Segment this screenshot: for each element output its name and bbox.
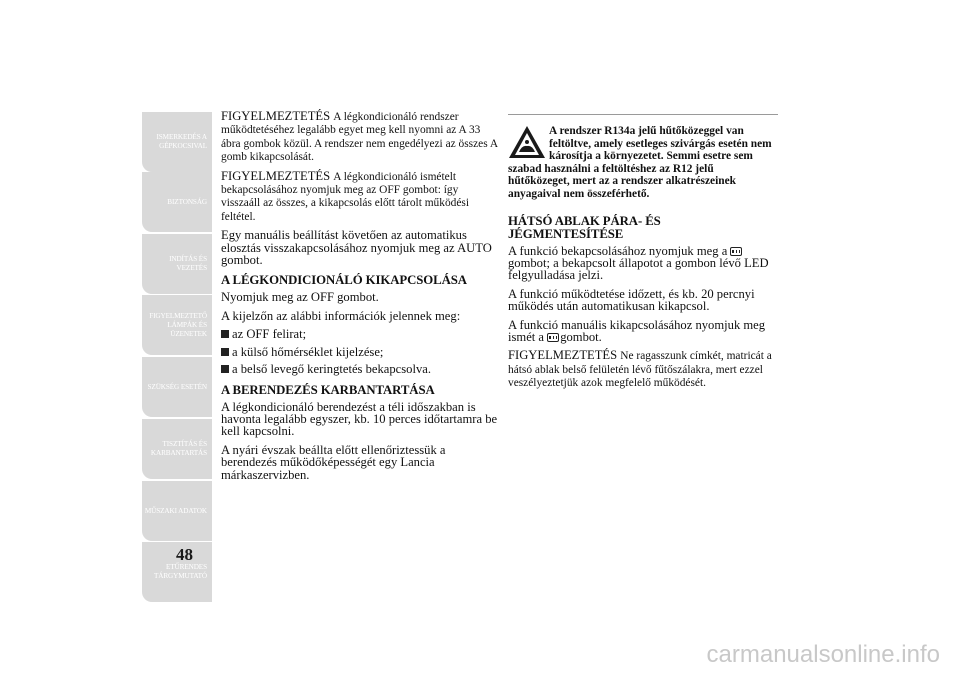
- divider: [508, 114, 778, 115]
- page-number: 48: [176, 545, 193, 564]
- warning-text: A légkondicionáló rendszer működtetéséhez legalább egyet meg kell nyomni az A 33 ábra gombok közül. A rendszer nem engedélyezi az összes A gomb kikapcsolását.: [221, 111, 498, 164]
- tab-label: INDÍTÁS ÉS VEZETÉS: [169, 255, 207, 272]
- warning-paragraph: [221, 110, 498, 164]
- bullet-icon: [221, 365, 229, 373]
- tab-label: ETŰRENDES TÁRGYMUTATÓ: [153, 563, 207, 580]
- environment-warning: A rendszer R134a jelű hűtőközeggel van feltöltve, amely esetleges szivárgás esetén nem károsítja a környezetet. Semmi esetre sem szabad használni a feltöltéshez az R12 jelű hűtőközeget, mert az a rendszer alkatrészeinek anyagaival nem összeférhető.: [508, 125, 772, 200]
- rear-defrost-icon: [547, 333, 559, 342]
- tab-inditas[interactable]: [142, 234, 212, 294]
- warning-label: FIGYELMEZTETÉS: [221, 168, 331, 183]
- paragraph: A funkció manuális kikapcsolásához nyomjuk meg ismét a gombot.: [508, 317, 766, 344]
- warning-label: FIGYELMEZTETÉS: [221, 109, 331, 123]
- rear-defrost-icon: [730, 247, 742, 256]
- tab-label: SZÜKSÉG ESETÉN: [147, 382, 207, 391]
- tab-label: TISZTÍTÁS ÉS KARBANTARTÁS: [150, 440, 207, 457]
- tab-muszaki[interactable]: [142, 481, 212, 541]
- tab-label: ISMERKEDÉS A GÉPKOCSIVAL: [156, 133, 207, 150]
- paragraph: A légkondicionáló berendezést a téli időszakban is havonta legalább egyszer, kb. 10 perces időtartamra be kell kapcsolni.: [221, 399, 498, 439]
- bullet-icon: [221, 330, 229, 338]
- paragraph: A funkció működtetése időzett, és kb. 20 percnyi működés után automatikusan kikapcsol.: [508, 286, 755, 314]
- section-heading: A BERENDEZÉS KARBANTARTÁSA: [221, 382, 435, 397]
- list-item: a belső levegő keringtetés bekapcsolva.: [221, 363, 498, 375]
- tab-figyelmezteto[interactable]: [142, 295, 212, 355]
- list-item: az OFF felirat;: [221, 328, 498, 340]
- warning-text: Ne ragasszunk címkét, matricát a hátsó ablak belső felületén lévő fűtőszálakra, mert ezzel veszélyeztetjük azok megfelelő működését.: [508, 350, 772, 390]
- tab-label: MŰSZAKI ADATOK: [144, 506, 207, 515]
- warning-label: FIGYELMEZTETÉS: [508, 348, 618, 363]
- bullet-icon: [221, 348, 229, 356]
- tab-label: BIZTONSÁG: [167, 197, 207, 206]
- paragraph: A kijelzőn az alábbi információk jelennek meg:: [221, 308, 461, 323]
- warning-triangle-icon: [508, 125, 546, 159]
- tab-label: FIGYELMEZTETŐ LÁMPÁK ÉS ÜZENETEK: [149, 311, 207, 338]
- warning-paragraph: [508, 349, 778, 389]
- tab-szukseg[interactable]: [142, 357, 212, 417]
- paragraph: A funkció bekapcsolásához nyomjuk meg a gombot; a bekapcsolt állapotot a gombon lévő LED felgyulladása jelzi.: [508, 243, 769, 283]
- warning-text: A légkondicionáló ismételt bekapcsolásához nyomjuk meg az OFF gombot: így visszaáll az összes, a kikapcsolás előtt tárolt működési feltétel.: [221, 170, 469, 223]
- tab-ismerkedes[interactable]: [142, 112, 212, 172]
- right-column: [508, 114, 778, 396]
- paragraph: Egy manuális beállítást követően az automatikus elosztás visszakapcsolásához nyomjuk meg az AUTO gombot.: [221, 228, 492, 268]
- section-heading: A LÉGKONDICIONÁLÓ KIKAPCSOLÁSA: [221, 273, 467, 288]
- watermark: carmanualsonline.info: [706, 641, 940, 668]
- tab-tisztitas[interactable]: [142, 419, 212, 479]
- paragraph: A nyári évszak beállta előtt ellenőriztessük a berendezés működőképességét egy Lancia márkaszervizben.: [221, 442, 446, 482]
- warning-paragraph: [221, 170, 498, 224]
- section-heading: HÁTSÓ ABLAK PÁRA- ÉS JÉGMENTESÍTÉSE: [508, 213, 661, 241]
- left-column: [221, 110, 498, 487]
- list-item: a külső hőmérséklet kijelzése;: [221, 346, 498, 358]
- tab-biztonsag[interactable]: [142, 172, 212, 232]
- paragraph: Nyomjuk meg az OFF gombot.: [221, 290, 379, 305]
